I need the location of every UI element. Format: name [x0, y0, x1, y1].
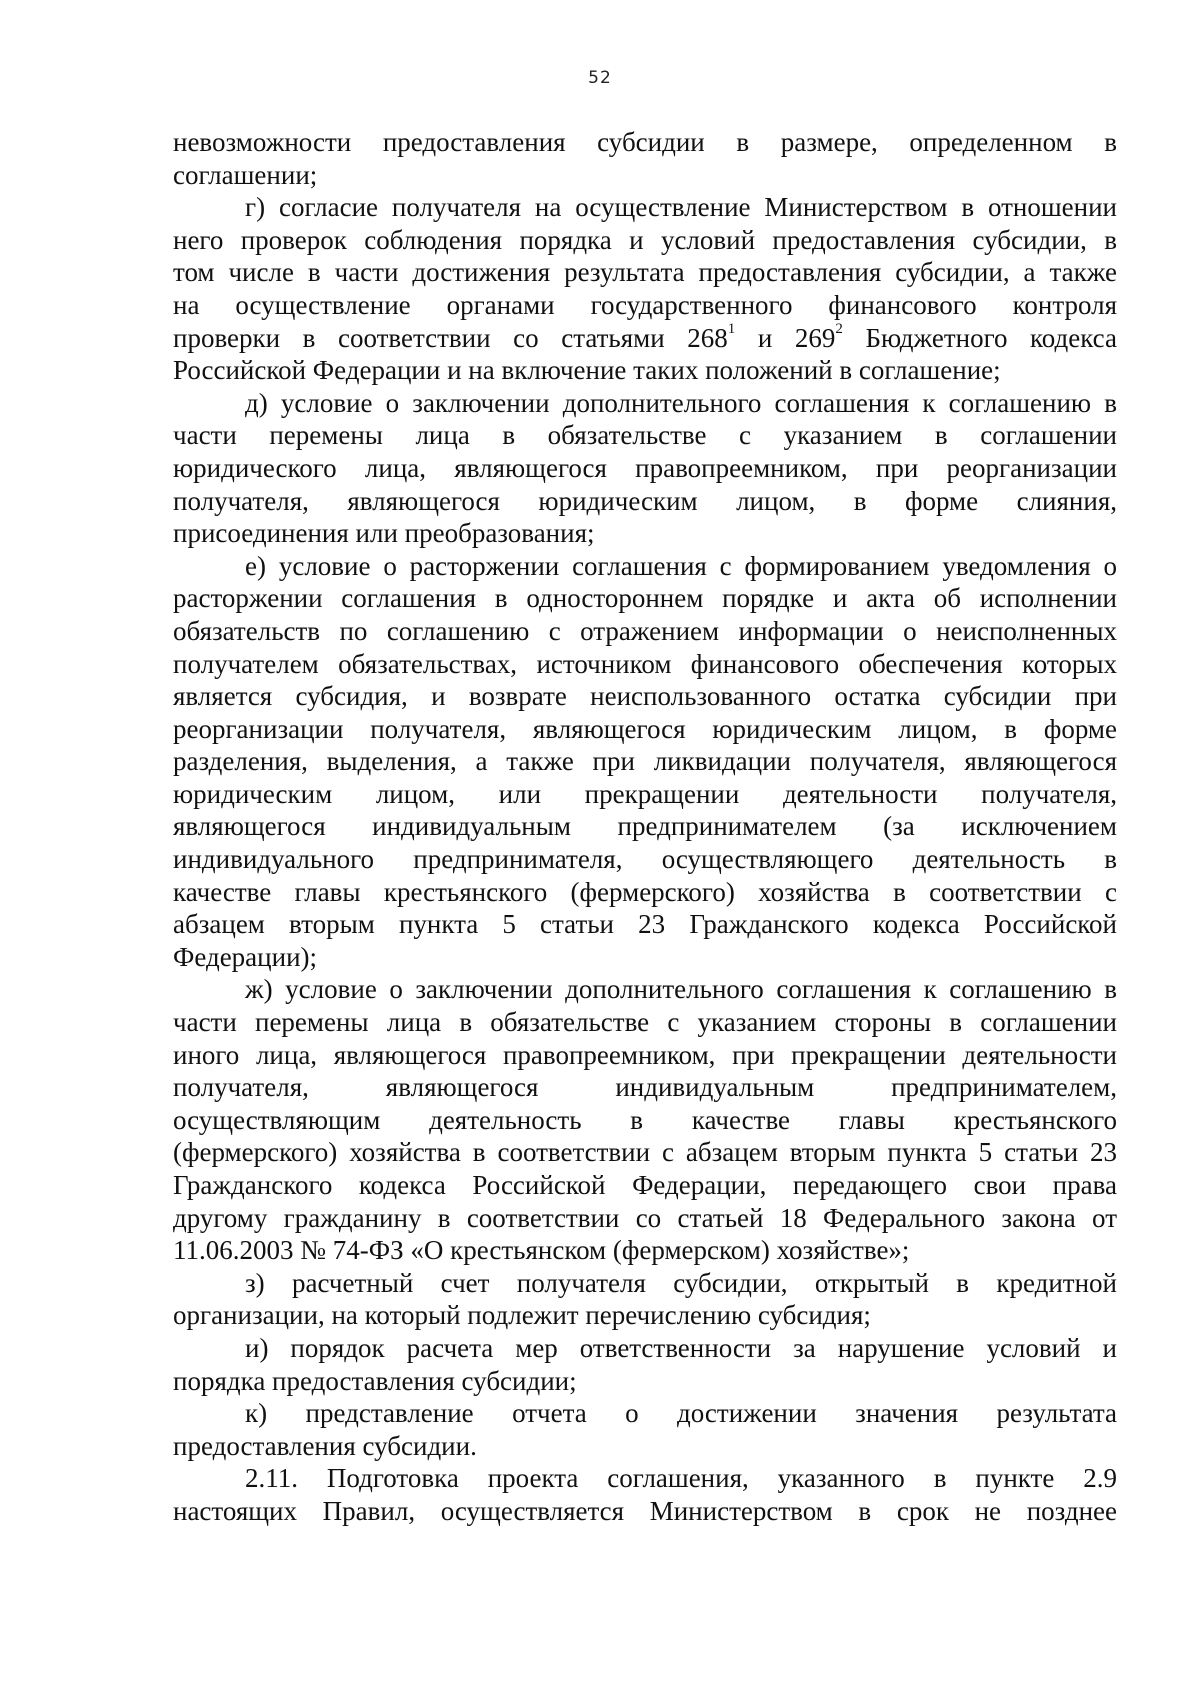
text-line: качестве главы крестьянского (фермерского) хозяйства в соответствии с [173, 876, 1117, 907]
text-line: разделения, выделения, а также при ликвидации получателя, являющегося [173, 746, 1117, 777]
text-line: Российской Федерации и на включение таких положений в соглашение; [173, 355, 1001, 386]
text-line: индивидуального предпринимателя, осуществляющего деятельность в [173, 844, 1117, 875]
text-line: получателем обязательствах, источником финансового обеспечения которых [173, 648, 1117, 679]
text-fragment: проверки в соответствии со статьями 268 [173, 322, 728, 353]
text-line: являющегося индивидуальным предпринимателем (за исключением [173, 811, 1117, 842]
text-line: части перемены лица в обязательстве с указанием стороны в соглашении [173, 1007, 1117, 1038]
text-line: получателя, являющегося юридическим лицом, в форме слияния, [173, 485, 1117, 516]
text-line: настоящих Правил, осуществляется Министерством в срок не позднее [173, 1495, 1117, 1526]
text-line: невозможности предоставления субсидии в размере, определенном в [173, 127, 1117, 157]
text-line: Федерации); [173, 941, 318, 972]
text-line: соглашении; [173, 159, 318, 190]
superscript: 2 [835, 320, 843, 337]
text-line: обязательств по соглашению с отражением информации о неисполненных [173, 615, 1117, 646]
text-line: юридического лица, являющегося правопреемником, при реорганизации [173, 452, 1117, 483]
text-line: (фермерского) хозяйства в соответствии с абзацем вторым пункта 5 статьи 23 [173, 1137, 1117, 1168]
text-line: ж) условие о заключении дополнительного соглашения к соглашению в [245, 974, 1117, 1005]
text-line: и) порядок расчета мер ответственности за нарушение условий и [245, 1332, 1117, 1363]
text-line: з) расчетный счет получателя субсидии, открытый в кредитной [245, 1267, 1117, 1298]
text-line: юридическим лицом, или прекращении деятельности получателя, [173, 778, 1117, 809]
text-line: г) согласие получателя на осуществление Министерством в отношении [245, 192, 1117, 223]
text-line: него проверок соблюдения порядка и условий предоставления субсидии, в [173, 224, 1117, 255]
text-line: к) представление отчета о достижении значения результата [245, 1398, 1117, 1429]
text-line: предоставления субсидии. [173, 1430, 477, 1461]
text-line: том числе в части достижения результата предоставления субсидии, а также [173, 257, 1117, 288]
text-line: реорганизации получателя, являющегося юридическим лицом, в форме [173, 713, 1117, 744]
text-line: 2.11. Подготовка проекта соглашения, указанного в пункте 2.9 [245, 1463, 1117, 1494]
text-line: Гражданского кодекса Российской Федерации, передающего свои права [173, 1170, 1117, 1200]
text-line: является субсидия, и возврате неиспользованного остатка субсидии при [173, 681, 1117, 712]
text-line: порядка предоставления субсидии; [173, 1365, 577, 1396]
page-number: 52 [588, 68, 612, 88]
text-line: на осуществление органами государственного финансового контроля [173, 289, 1117, 320]
text-line: расторжении соглашения в одностороннем порядке и акта об исполнении [173, 583, 1117, 614]
text-line: получателя, являющегося индивидуальным предпринимателем, [173, 1072, 1117, 1103]
text-line: абзацем вторым пункта 5 статьи 23 Гражданского кодекса Российской [173, 909, 1117, 940]
text-line: присоединения или преобразования; [173, 518, 595, 549]
text-line: части перемены лица в обязательстве с указанием в соглашении [173, 420, 1117, 451]
document-body [173, 126, 1117, 1528]
text-line: е) условие о расторжении соглашения с формированием уведомления о [245, 550, 1117, 581]
text-line: осуществляющим деятельность в качестве главы крестьянского [173, 1104, 1117, 1135]
text-line: другому гражданину в соответствии со статьей 18 Федерального закона от [173, 1202, 1117, 1233]
text-line: 11.06.2003 № 74-ФЗ «О крестьянском (фермерском) хозяйстве»; [173, 1235, 910, 1266]
text-line-with-superscripts [173, 322, 1117, 355]
text-line: д) условие о заключении дополнительного соглашения к соглашению в [245, 387, 1117, 418]
text-fragment: и 269 [735, 322, 836, 353]
superscript: 1 [727, 320, 736, 337]
text-fragment: Бюджетного кодекса [842, 322, 1117, 353]
text-line: иного лица, являющегося правопреемником, при прекращении деятельности [173, 1039, 1117, 1070]
text-line: организации, на который подлежит перечислению субсидия; [173, 1300, 871, 1331]
